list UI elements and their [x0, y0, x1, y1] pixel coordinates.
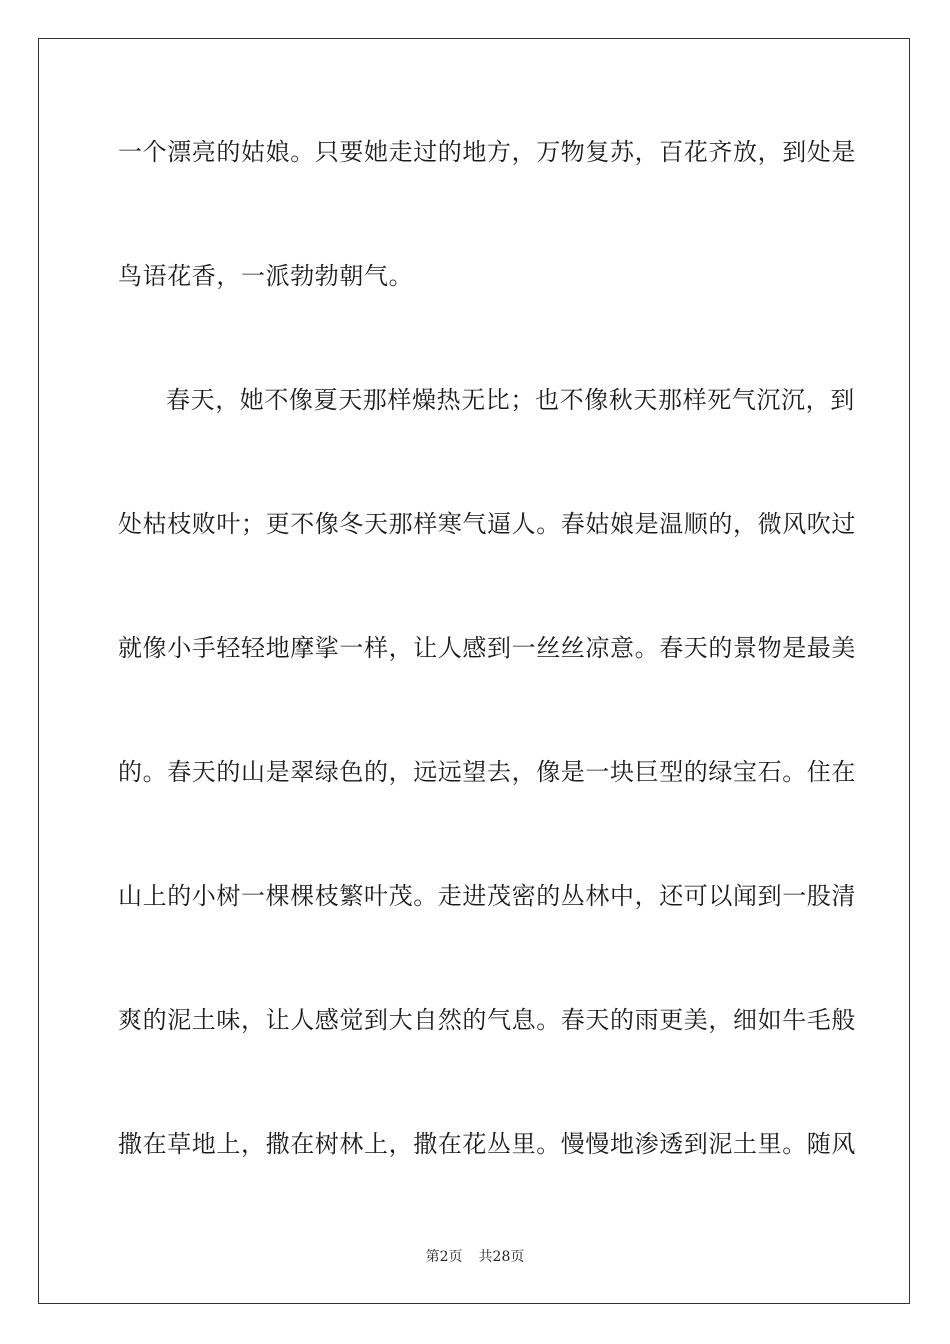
text-line: 的。春天的山是翠绿色的，远远望去，像是一块巨型的绿宝石。住在: [118, 758, 856, 786]
text-line: 鸟语花香，一派勃勃朝气。: [118, 262, 414, 290]
text-line: 撒在草地上，撒在树林上，撒在花丛里。慢慢地渗透到泥土里。随风: [118, 1130, 856, 1158]
text-line: 山上的小树一棵棵枝繁叶茂。走进茂密的丛林中，还可以闻到一股清: [118, 882, 856, 910]
text-line: 爽的泥土味，让人感觉到大自然的气息。春天的雨更美，细如牛毛般: [118, 1006, 856, 1034]
page-footer: [0, 1246, 950, 1266]
text-line: 处枯枝败叶；更不像冬天那样寒气逼人。春姑娘是温顺的，微风吹过: [118, 510, 856, 538]
document-body: [118, 124, 856, 1240]
total-pages: 共28页: [478, 1249, 525, 1265]
page-number: 第2页: [425, 1249, 463, 1265]
text-line: 一个漂亮的姑娘。只要她走过的地方，万物复苏，百花齐放，到处是: [118, 138, 856, 166]
text-line: 春天，她不像夏天那样燥热无比；也不像秋天那样死气沉沉，到: [166, 386, 855, 414]
text-line: 就像小手轻轻地摩挲一样，让人感到一丝丝凉意。春天的景物是最美: [118, 634, 856, 662]
